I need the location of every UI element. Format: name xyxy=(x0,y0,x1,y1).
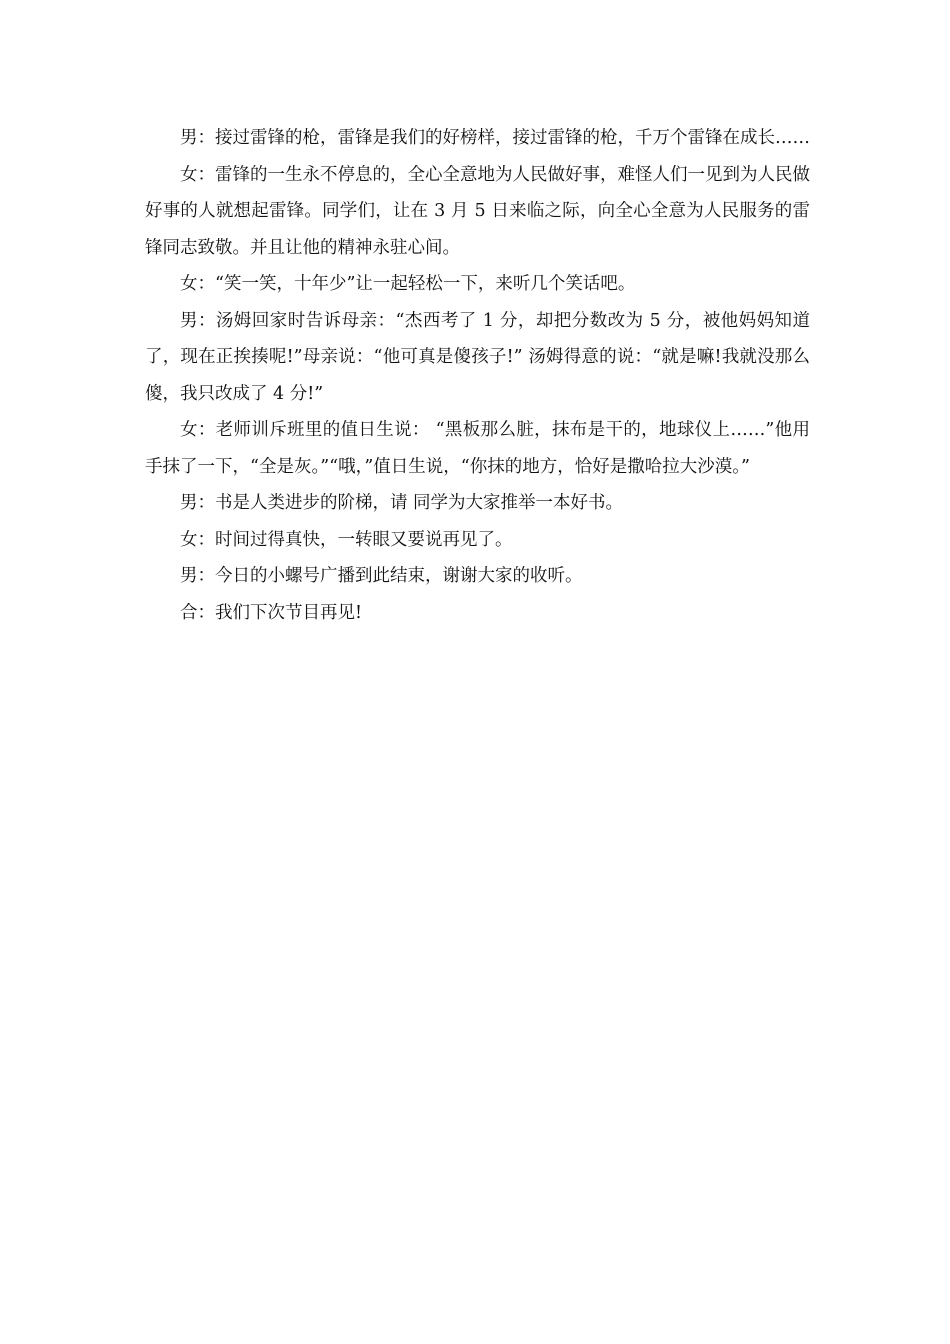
paragraph-male-closing: 男：今日的小螺号广播到此结束，谢谢大家的收听。 xyxy=(180,566,583,586)
paragraph-male-book: 男：书是人类进步的阶梯，请 同学为大家推举一本好书。 xyxy=(180,493,624,513)
paragraph-male-joke: 男：汤姆回家时告诉母亲：“杰西考了 1 分，却把分数改为 5 分，被他妈妈知道了，现在正挨揍呢!”母亲说：“他可真是傻孩子!” 汤姆得意的说：“就是嘛!我就没那么傻，我只改成了 4 分!” xyxy=(145,310,810,404)
document-body xyxy=(145,120,810,631)
paragraph-together-farewell: 合：我们下次节目再见! xyxy=(180,602,363,623)
paragraph-male-1: 男：接过雷锋的枪，雷锋是我们的好榜样，接过雷锋的枪，千万个雷锋在成长…… xyxy=(180,128,810,148)
paragraph-female-1: 女：雷锋的一生永不停息的，全心全意地为人民做好事，难怪人们一见到为人民做好事的人就想起雷锋。同学们，让在 3 月 5 日来临之际，向全心全意为人民服务的雷锋同志致敬。并且让他的精神永驻心间。 xyxy=(145,164,810,258)
paragraph-female-goodbye: 女：时间过得真快，一转眼又要说再见了。 xyxy=(180,529,513,550)
paragraph-female-joke: 女：老师训斥班里的值日生说： “黑板那么脏，抹布是干的，地球仪上……”他用手抹了一下，“全是灰。”“哦，”值日生说，“你抹的地方，恰好是撒哈拉大沙漠。” xyxy=(145,420,810,477)
paragraph-female-2: 女：“笑一笑，十年少”让一起轻松一下，来听几个笑话吧。 xyxy=(180,274,636,294)
